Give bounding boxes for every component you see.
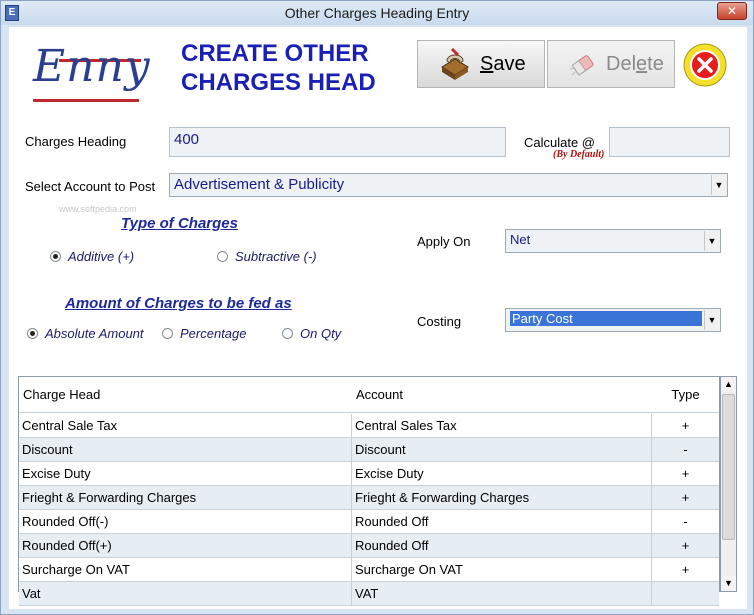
table-cell[interactable]: Central Sale Tax (19, 414, 352, 437)
calculate-label: Calculate @ (524, 135, 596, 150)
table-cell[interactable]: Excise Duty (352, 462, 652, 485)
by-default-note: (By Default) (553, 149, 605, 160)
radio-additive-indicator[interactable] (50, 251, 61, 262)
chevron-down-icon[interactable]: ▼ (704, 310, 719, 330)
table-cell[interactable]: Surcharge On VAT (19, 558, 352, 581)
watermark-text: www.softpedia.com (59, 204, 137, 214)
table-cell[interactable]: Central Sales Tax (352, 414, 652, 437)
chevron-down-icon[interactable]: ▼ (704, 231, 719, 251)
exit-icon[interactable] (683, 43, 727, 87)
charges-heading-input[interactable]: 400 (169, 127, 506, 157)
scroll-down-icon[interactable]: ▼ (721, 576, 736, 591)
grid-header (19, 377, 719, 413)
title-bar[interactable] (1, 1, 753, 25)
table-cell[interactable]: + (681, 562, 690, 577)
chevron-down-icon[interactable]: ▼ (711, 175, 726, 195)
charges-grid[interactable] (18, 376, 720, 601)
table-cell[interactable]: Frieght & Forwarding Charges (352, 486, 652, 509)
page-title (181, 39, 376, 97)
calculate-input[interactable] (609, 127, 730, 157)
page-title-line2: CHARGES HEAD (181, 69, 376, 96)
column-header-type[interactable]: Type (671, 387, 700, 402)
costing-select-value: Party Cost (510, 311, 702, 326)
table-row[interactable] (19, 462, 719, 486)
charges-heading-label: Charges Heading (25, 134, 127, 149)
scroll-thumb[interactable] (722, 394, 735, 540)
table-cell[interactable]: - (683, 514, 688, 529)
radio-on-qty-indicator[interactable] (282, 328, 293, 339)
table-cell[interactable]: Frieght & Forwarding Charges (19, 486, 352, 509)
radio-absolute-amount-indicator[interactable] (27, 328, 38, 339)
delete-label: Delete (606, 52, 664, 75)
account-select[interactable] (169, 173, 728, 197)
table-row[interactable] (19, 414, 719, 438)
table-row[interactable] (19, 510, 719, 534)
scroll-up-icon[interactable]: ▲ (721, 377, 736, 392)
client-area (9, 27, 747, 609)
table-row[interactable] (19, 558, 719, 582)
apply-on-select-value: Net (510, 232, 531, 247)
table-row[interactable] (19, 438, 719, 462)
column-header-account[interactable]: Account (356, 387, 403, 402)
table-cell[interactable]: Vat (19, 582, 352, 605)
table-cell[interactable]: Discount (352, 438, 652, 461)
table-cell[interactable]: Rounded Off(+) (19, 534, 352, 557)
radio-absolute-amount-label: Absolute Amount (45, 326, 144, 341)
table-cell[interactable] (652, 582, 719, 605)
costing-label: Costing (417, 314, 462, 329)
save-button[interactable] (417, 40, 545, 88)
table-cell[interactable]: VAT (352, 582, 652, 605)
type-of-charges-title: Type of Charges (121, 215, 238, 232)
table-cell[interactable]: Rounded Off(-) (19, 510, 352, 533)
table-cell[interactable]: + (681, 418, 690, 433)
logo-text: Enny (33, 41, 151, 92)
account-label: Select Account to Post (25, 179, 156, 194)
table-row[interactable] (19, 534, 719, 558)
company-logo (29, 37, 149, 107)
radio-additive-label: Additive (+) (68, 249, 135, 264)
radio-on-qty[interactable] (282, 326, 341, 341)
save-label: Save (480, 52, 526, 75)
radio-percentage-indicator[interactable] (162, 328, 173, 339)
radio-subtractive[interactable] (217, 249, 317, 264)
column-header-charge-head[interactable]: Charge Head (23, 387, 101, 402)
table-cell[interactable]: Rounded Off (352, 510, 652, 533)
account-select-value: Advertisement & Publicity (174, 176, 345, 193)
radio-on-qty-label: On Qty (300, 326, 342, 341)
window-title: Other Charges Heading Entry (284, 5, 470, 21)
delete-icon (568, 49, 598, 79)
page-title-line1: CREATE OTHER (181, 40, 369, 67)
logo-underline (33, 99, 139, 102)
radio-subtractive-indicator[interactable] (217, 251, 228, 262)
radio-percentage-label: Percentage (180, 326, 247, 341)
window-close-button[interactable]: ✕ (717, 2, 747, 20)
table-cell[interactable]: Excise Duty (19, 462, 352, 485)
costing-select[interactable] (505, 308, 721, 332)
table-cell[interactable]: Rounded Off (352, 534, 652, 557)
apply-on-label: Apply On (417, 234, 471, 249)
radio-subtractive-label: Subtractive (-) (235, 249, 317, 264)
radio-additive[interactable] (50, 249, 134, 264)
table-cell[interactable]: Discount (19, 438, 352, 461)
save-icon (438, 47, 472, 81)
radio-percentage[interactable] (162, 326, 247, 341)
radio-absolute-amount[interactable] (27, 326, 144, 341)
apply-on-select[interactable] (505, 229, 721, 253)
table-cell[interactable]: - (683, 442, 688, 457)
amount-of-charges-title: Amount of Charges to be fed as (65, 295, 292, 312)
table-row[interactable] (19, 582, 719, 606)
table-row[interactable] (19, 486, 719, 510)
table-cell[interactable]: Surcharge On VAT (352, 558, 652, 581)
table-cell[interactable]: + (681, 466, 690, 481)
table-cell[interactable]: + (681, 490, 690, 505)
delete-button[interactable] (547, 40, 675, 88)
table-cell[interactable]: + (681, 538, 690, 553)
app-icon[interactable]: E (5, 5, 19, 21)
grid-scrollbar[interactable] (720, 376, 737, 592)
